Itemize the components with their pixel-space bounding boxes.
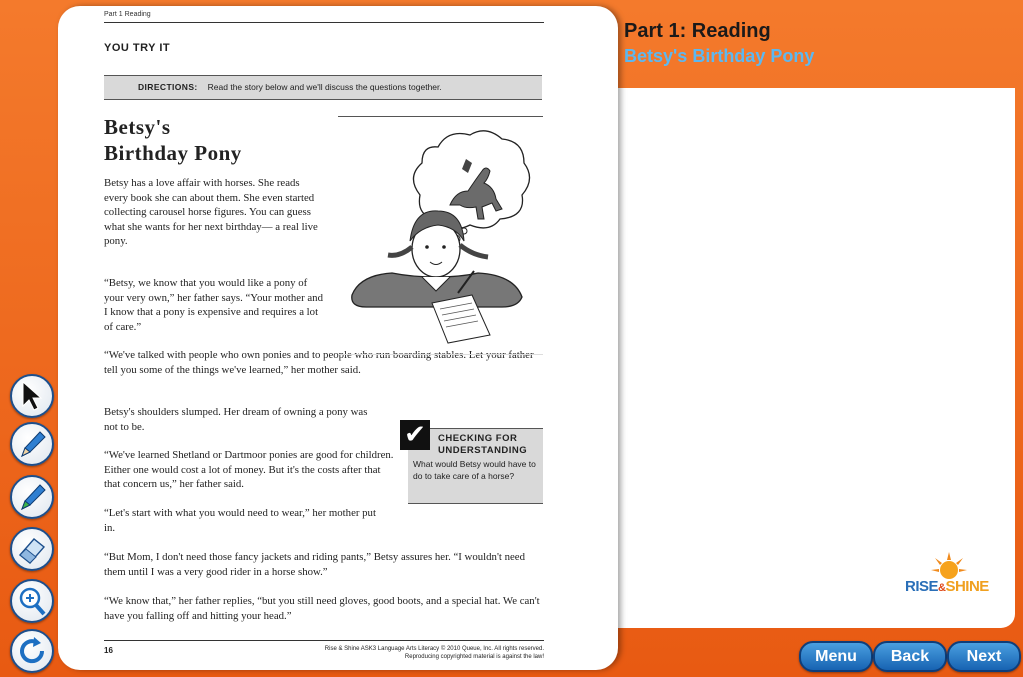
section-label: YOU TRY IT <box>104 42 171 54</box>
paragraph-3: “We've talked with people who own ponies and to people who run boarding stables. Let your father tell you some of the things we've learned,” her mother said. <box>104 349 534 376</box>
pointer-tool-button[interactable] <box>10 374 54 418</box>
directions-label: DIRECTIONS: <box>138 82 198 92</box>
cursor-arrow-icon <box>12 376 52 416</box>
refresh-icon <box>12 631 52 671</box>
pen-tool-green-button[interactable] <box>10 475 54 519</box>
zoom-in-icon <box>12 581 52 621</box>
menu-button[interactable]: Menu <box>799 641 873 672</box>
zoom-tool-button[interactable] <box>10 579 54 623</box>
page-number: 16 <box>104 646 113 655</box>
cfu-question: What would Betsy would have to do to take care of a horse? <box>413 459 536 481</box>
reset-tool-button[interactable] <box>10 629 54 673</box>
running-head: Part 1 Reading <box>104 11 151 18</box>
next-button[interactable]: Next <box>947 641 1021 672</box>
discussion-panel <box>618 88 1015 628</box>
story-title-line1: Betsy's <box>104 115 171 139</box>
lesson-subtitle: Betsy's Birthday Pony <box>624 46 815 66</box>
lesson-title: Part 1: Reading <box>624 20 771 42</box>
copyright-footer: Rise & Shine ASK3 Language Arts Literacy © 2010 Queue, Inc. All rights reserved. Reproducing copyrighted material is against the law! <box>324 646 544 660</box>
sun-icon <box>905 548 1005 582</box>
cfu-title: CHECKING FOR UNDERSTANDING <box>438 433 528 456</box>
header-rule <box>104 22 544 23</box>
footer-rule <box>104 640 544 641</box>
paragraph-8: “We know that,” her father replies, “but you still need gloves, good boots, and a special hat. We can't have you falling off and hitting your head.” <box>104 595 540 622</box>
paragraph-5: “We've learned Shetland or Dartmoor ponies are good for children. Either one would cost a lot of money. But it's the costs after that that concern us,” her father said. <box>104 449 394 490</box>
directions-bar <box>104 75 542 100</box>
paragraph-6: “Let's start with what you would need to wear,” her mother put in. <box>104 507 376 534</box>
illustration-image <box>338 117 543 354</box>
directions-text: Read the story below and we'll discuss the questions together. <box>207 82 442 92</box>
checking-for-understanding-box <box>404 420 543 504</box>
rise-and-shine-logo <box>905 548 1005 608</box>
eraser-tool-button[interactable] <box>10 527 54 571</box>
story-title <box>104 114 242 166</box>
pen-tool-blue-button[interactable] <box>10 422 54 466</box>
paragraph-7: “But Mom, I don't need those fancy jackets and riding pants,” Betsy assures her. “I wouldn't need them until I was a very good rider in a horse show.” <box>104 551 525 578</box>
paragraph-1: Betsy has a love affair with horses. She reads every book she can about them. She even started collecting carousel horse figures. You can guess what she wants for her next birthday— a real live pony. <box>104 177 318 247</box>
girl-dreaming-illustration <box>338 116 543 355</box>
marker-icon <box>12 477 52 517</box>
pencil-icon <box>12 424 52 464</box>
back-button[interactable]: Back <box>873 641 947 672</box>
checkmark-icon: ✔ <box>400 420 430 450</box>
story-title-line2: Birthday Pony <box>104 141 242 165</box>
paragraph-2: “Betsy, we know that you would like a pony of your very own,” her father says. “Your mother and I know that a pony is expensive and requires a lot of care.” <box>104 277 323 333</box>
eraser-icon <box>12 529 52 569</box>
logo-text: RISE&SHINE <box>905 578 989 595</box>
paragraph-4: Betsy's shoulders slumped. Her dream of owning a pony was not to be. <box>104 406 368 433</box>
workbook-page <box>58 6 618 670</box>
